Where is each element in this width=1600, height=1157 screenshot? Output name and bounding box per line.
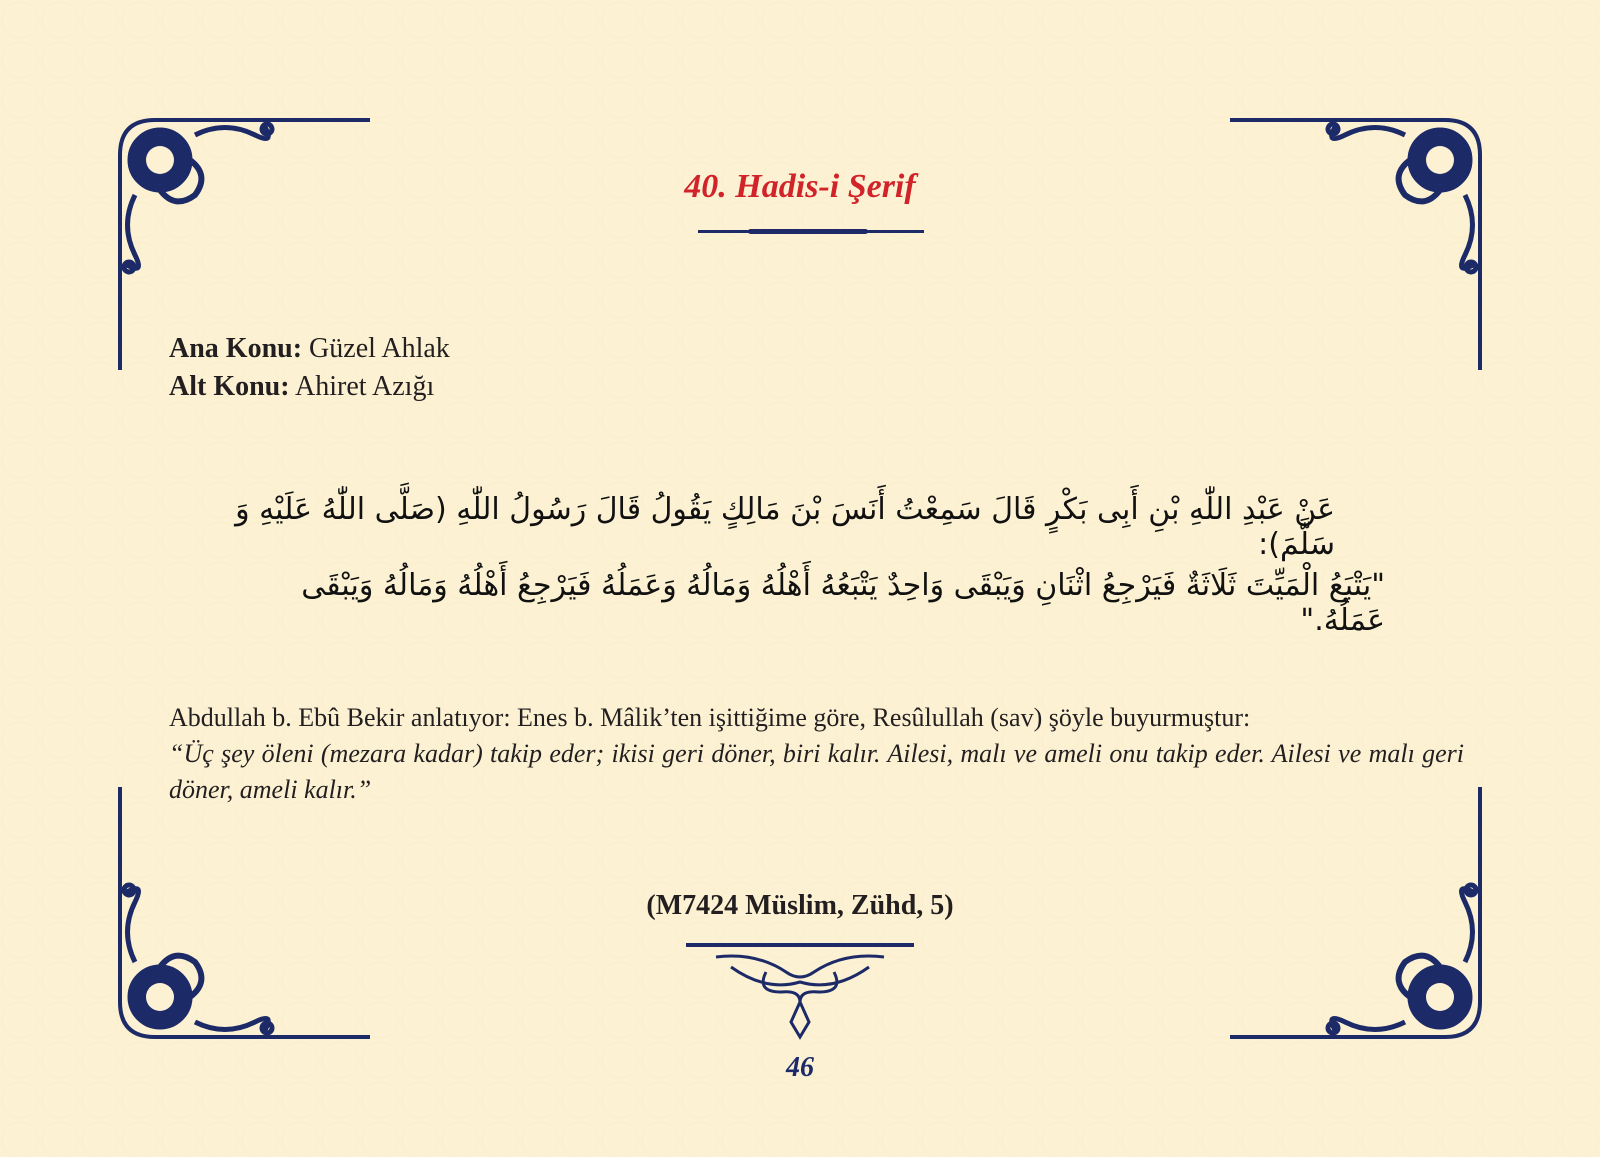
bottom-ornament: [686, 942, 914, 1042]
sub-topic: [169, 368, 450, 406]
main-topic-value: Güzel Ahlak: [309, 333, 450, 364]
main-topic: [169, 330, 450, 368]
translation-quote: “Üç şey öleni (mezara kadar) takip eder; ikisi geri döner, biri kalır. Ailesi, malı ve ameli onu takip eder. Ailesi ve malı geri döner, ameli kalır.”: [169, 739, 1464, 804]
main-topic-label: Ana Konu:: [169, 333, 303, 364]
source-reference: (M7424 Müslim, Zühd, 5): [646, 890, 954, 921]
translation: [169, 700, 1464, 808]
corner-ornament-top-right: [1225, 115, 1485, 375]
translation-intro: Abdullah b. Ebû Bekir anlatıyor: Enes b. Mâlik’ten işittiğime göre, Resûlullah (sav) şöyle buyurmuştur:: [169, 703, 1251, 732]
arabic-chain-line: عَنْ عَبْدِ اللّٰهِ بْنِ أَبِى بَكْرٍ قَالَ سَمِعْتُ أَنَسَ بْنَ مَالِكٍ يَقُولُ قَالَ رَسُولُ اللّٰهِ (صَلَّى اللّٰهُ عَلَيْهِ وَ سَلَّمَ):: [235, 492, 1335, 562]
page-number: 46: [786, 1052, 814, 1083]
sub-topic-label: Alt Konu:: [169, 371, 290, 402]
hadith-title: 40. Hadis-i Şerif: [684, 168, 916, 205]
arabic-hadith-line: "يَتْبَعُ الْمَيِّتَ ثَلَاثَةٌ فَيَرْجِعُ اثْنَانِ وَيَبْقَى وَاحِدٌ يَتْبَعُهُ أَهْلُهُ وَمَالُهُ وَعَمَلُهُ فَيَرْجِعُ أَهْلُهُ وَمَالُهُ وَيَبْقَى عَمَلُهُ.": [301, 568, 1385, 638]
title-divider: [698, 230, 924, 233]
topic-info: [169, 330, 450, 406]
sub-topic-value: Ahiret Azığı: [295, 371, 435, 402]
